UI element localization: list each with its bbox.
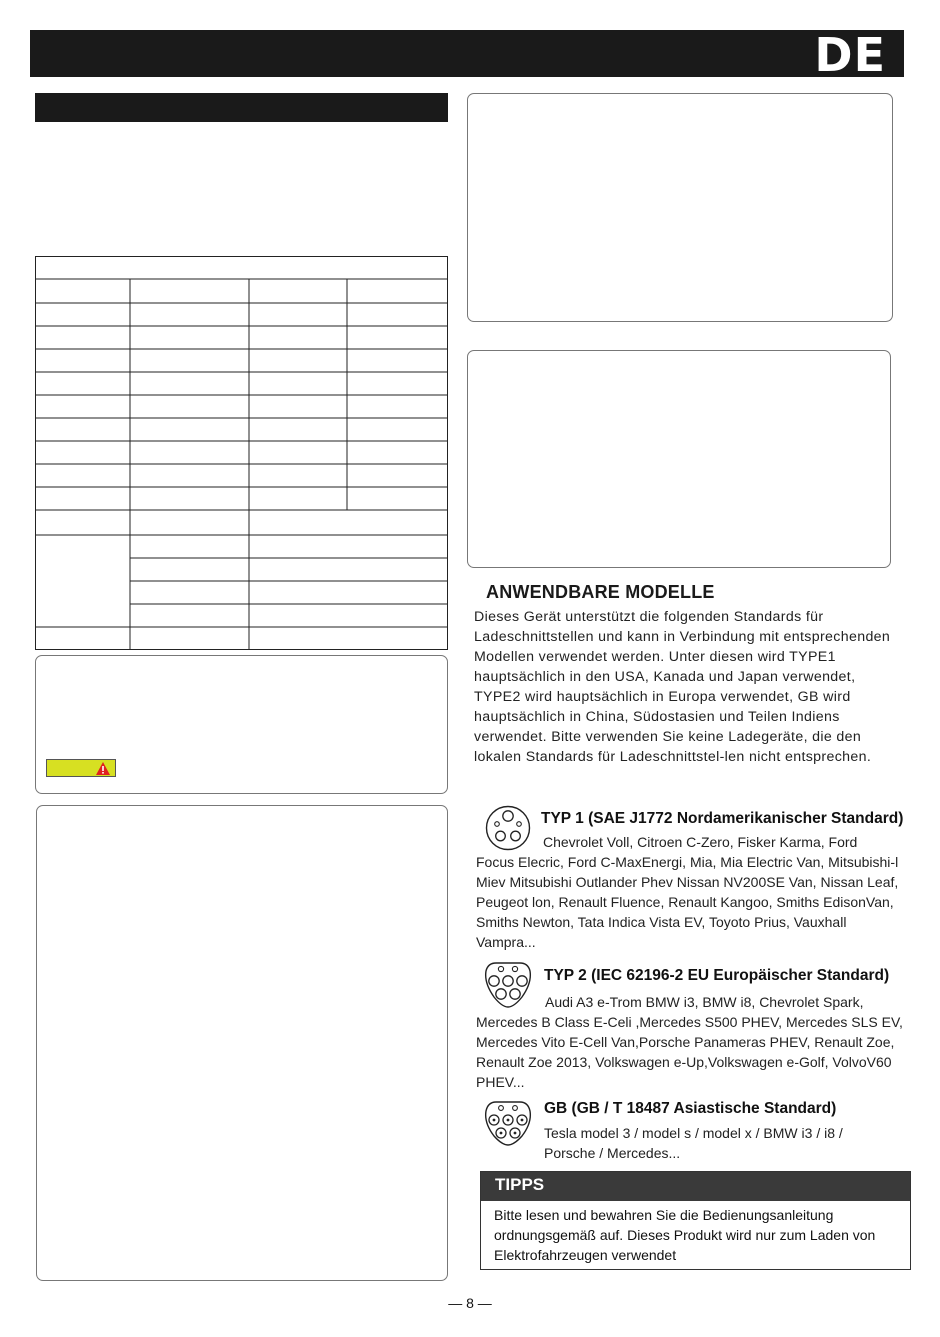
connector-models-type2-first-line: Audi A3 e-Trom BMW i3, BMW i8, Chevrolet Spark, (545, 994, 864, 1010)
connector-models-gb-first-line: Tesla model 3 / model s / model x / BMW i3 / i8 / (544, 1125, 843, 1141)
page-number: — 8 — (448, 1295, 492, 1311)
type1-connector-icon (483, 805, 533, 851)
tips-box (480, 1171, 911, 1270)
warning-label (46, 759, 116, 777)
tips-text: Bitte lesen und bewahren Sie die Bedienungsanleitung ordnungsgemäß auf. Dieses Produkt wird nur zum Laden von Elektrofahrzeugen verwendet (494, 1207, 876, 1263)
specification-table (35, 256, 448, 650)
connector-title-type2: TYP 2 (IEC 62196-2 EU Europäischer Standard) (544, 967, 890, 984)
tips-title: TIPPS (495, 1175, 545, 1194)
gb-connector-icon (480, 1099, 536, 1147)
type2-connector-icon (480, 961, 536, 1009)
connector-models-type2: Mercedes B Class E-Celi ,Mercedes S500 PHEV, Mercedes SLS EV, Mercedes Vito E-Cell Van,Porsche Panameras PHEV, Renault Zoe, Renault Zoe 2013, Volkswagen e-Up,Volkswagen e-Golf, VolvoV60 PHEV... (476, 1014, 903, 1090)
section-heading-bar (35, 93, 448, 122)
connector-models-gb: Porsche / Mercedes... (544, 1145, 681, 1161)
connector-models-type1-first-line: Chevrolet Voll, Citroen C-Zero, Fisker Karma, Ford (543, 834, 858, 850)
tips-header (481, 1172, 910, 1201)
warning-icon (95, 761, 111, 776)
header-bar (30, 28, 904, 82)
info-box-middle-right (467, 350, 891, 568)
info-box-left (36, 805, 448, 1281)
info-box-top-right (467, 93, 893, 322)
language-code: DE (814, 28, 886, 82)
section-title-applicable-models: ANWENDBARE MODELLE (486, 582, 715, 602)
connector-models-type1: Focus Elecric, Ford C-MaxEnergi, Mia, Mia Electric Van, Mitsubishi-l Miev Mitsubishi Outlander Phev Nissan NV200SE Van, Nissan Leaf, Peugeot lon, Renault Fluence, Renault Kangoo, Smiths EdisonVan, Smiths Newton, Tata Indica Vista EV, Toyoto Prius, Vauxhall Vampra... (476, 854, 899, 950)
applicable-models-description: Dieses Gerät unterstützt die folgenden Standards für Ladeschnittstellen und kann in Verbindung mit entsprechenden Modellen verwendet werden. Unter diesen wird TYPE1 hauptsächlich in den USA, Kanada und Japan verwendet, TYPE2 wird hauptsächlich in Europa verwendet, GB wird hauptsächlich in China, Südostasien und Teilen Indiens verwendet. Bitte verwenden Sie keine Ladegeräte, die den lokalen Standards für Ladeschnittstel-len nicht entsprechen. (474, 609, 891, 765)
connector-title-gb: GB (GB / T 18487 Asiastische Standard) (544, 1100, 837, 1117)
connector-title-type1: TYP 1 (SAE J1772 Nordamerikanischer Standard) (541, 810, 904, 827)
